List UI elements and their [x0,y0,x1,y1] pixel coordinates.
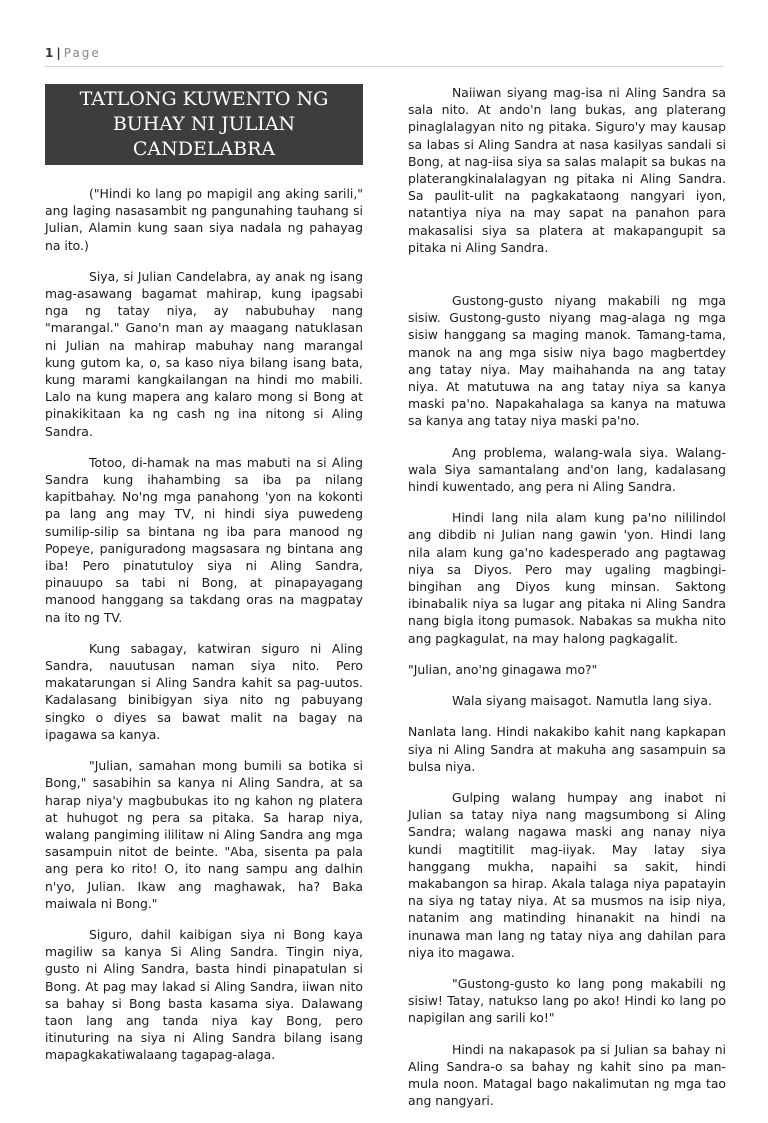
paragraph: ("Hindi ko lang po mapigil ang aking sarili," ang laging nasasambit ng pangunahing tauhang si Julian, Alamin kung saan siya nadala ng pahayag na ito.) [45,186,363,253]
paragraph: Totoo, di-hamak na mas mabuti na si Aling Sandra kung ihahambing sa iba pa nilang kapitbahay. No'ng mga panahong 'yon na kokonti pa lang ang may TV, ni hindi siya puwedeng sumilip-silip sa bintana ng iba para manood ng Popeye, paniguradong magsasara ng bintana ang iba! Pero pinatutuloy siya ni Aling Sandra, pinauupo sa tabi ni Bong, at pinapayagang manood hanggang sa takdang oras na magpatay na ito ng TV. [45,454,363,625]
paragraph: Hindi lang nila alam kung pa'no nililindol ang dibdib ni Julian nang gawin 'yon. Hindi lang nila alam kung ga'no kadesperado ang pagtawag niya sa Diyos. Pero may ugaling magbingi-bingihan ang Diyos kung minsan. Saktong ibinabalik niya sa lugar ang pitaka ni Aling Sandra nang bigla itong pumasok. Nabakas sa mukha nito ang pagkagulat, na may halong pagkagalit. [408,510,726,646]
paragraph: Hindi na nakapasok pa si Julian sa bahay ni Aling Sandra-o sa bahay ng kahit sino pa man-mula noon. Matagal bago nakalimutan ng mga tao ang nangyari. [408,1041,726,1109]
right-column [408,84,726,1123]
document-title: TATLONG KUWENTO NG BUHAY NI JULIAN CANDELABRA [45,84,363,165]
paragraph: Siya, si Julian Candelabra, ay anak ng isang mag-asawang bagamat mahirap, kung ipagsabi nga ng tatay niya, ay nabubuhay nang "marangal." Gano'n man ay maagang natuklasan ni Julian na mahirap mabuhay nang marangal kung gutom ka, o, sa kaso niya bilang isang bata, kung marami kangkailangan na hindi mo mabili. Lalo na kung mapera ang kalaro mong si Bong at pinakikitaan ka ng cash ng ina nitong si Aling Sandra. [45,268,363,439]
paragraph: "Gustong-gusto ko lang pong makabili ng sisiw! Tatay, natukso lang po ako! Hindi ko lang po napigilan ang sarili ko!" [408,975,726,1026]
header-divider [45,66,723,67]
page-separator: | [56,46,61,60]
paragraph: Naiiwan siyang mag-isa ni Aling Sandra sa sala nito. At ando'n lang bukas, ang platerang pinaglalagyan nito ng pitaka. Siguro'y may kausap sa labas si Aling Sandra at nasa kasilyas sandali si Bong, at nag-iisa siya sa salas malapit sa bukas na platerangkinalalagyan ng pitaka ni Aling Sandra. Sa paulit-ulit na pagkakataong nangyari iyon, natantiya niya na may sapat na panahon para makasalisi siya sa platera at makapangupit sa pitaka ni Aling Sandra. [408,85,726,255]
paragraph: "Julian, samahan mong bumili sa botika si Bong," sasabihin sa kanya ni Aling Sandra, at sa harap niya'y magbubukas ito ng kahon ng platera at huhugot ng pera sa pitaka. Sa harap niya, walang pangiming ililitaw ni Aling Sandra ang mga sasampuin nitot de beinte. "Aba, sisenta pa pala ang pera ko rito! O, ito nang sampu ang dalhin n'yo, Julian. Ikaw ang maghawak, ha? Baka maiwala ni Bong." [45,758,363,911]
left-column [45,84,363,1078]
page-header [45,46,101,60]
paragraph: Siguro, dahil kaibigan siya ni Bong kaya magiliw sa kanya Si Aling Sandra. Tingin niya, gusto ni Aling Sandra, basta hindi pinapatulan si Bong. At pag may lakad si Aling Sandra, iiwan nito sa bahay si Bong basta kasama siya. Dalawang taon lang ang tanda niya kay Bong, pero itinuturing na siya ni Aling Sandra bilang isang mapagkakatiwalaang tagapag-alaga. [45,926,363,1063]
page-label: Page [63,46,101,60]
paragraph: Nanlata lang. Hindi nakakibo kahit nang kapkapan siya ni Aling Sandra at makuha ang sasampuin sa bulsa niya. [408,724,726,774]
paragraph: Gulping walang humpay ang inabot ni Julian sa tatay niya nang magsumbong si Aling Sandra; walang nagawa maski ang nanay niya kundi magtitilit mag-iiyak. May latay siya hanggang mukha, napaihi sa sakit, hindi makabangon sa hirap. Akala talaga niya papatayin na siya ng tatay niya. At sa musmos na isip niya, natanim ang matinding hinanakit na hindi na inunawa man lang ng tatay niya ang dahilan para niya ito magawa. [408,789,726,960]
paragraph: Ang problema, walang-wala siya. Walang-wala Siya samantalang and'on lang, kadalasang hindi kuwentado, ang pera ni Aling Sandra. [408,444,726,495]
paragraph: Wala siyang maisagot. Namutla lang siya. [452,693,712,709]
paragraph: Gustong-gusto niyang makabili ng mga sisiw. Gustong-gusto niyang mag-alaga ng mga sisiw hanggang sa maging manok. Tamang-tama, manok na ang mga sisiw niya bago magbertdey ang tatay niya. May maihahanda na ang tatay niya. At matutuwa na ang tatay niya sa kanya maski pa'no. Napakahalaga sa kanya na matuwa sa kanya ang tatay niya maski pa'no. [408,293,726,429]
paragraph: "Julian, ano'ng ginagawa mo?" [408,661,598,677]
paragraph: Kung sabagay, katwiran siguro ni Aling Sandra, nauutusan naman siya nito. Pero makatarungan si Aling Sandra kahit sa pag-uutos. Kadalasang binibigyan siya nito ng pabuyang singko o diyes sa bawat malit na bagay na ipagawa sa kanya. [45,640,363,742]
page-number: 1 [45,46,54,60]
